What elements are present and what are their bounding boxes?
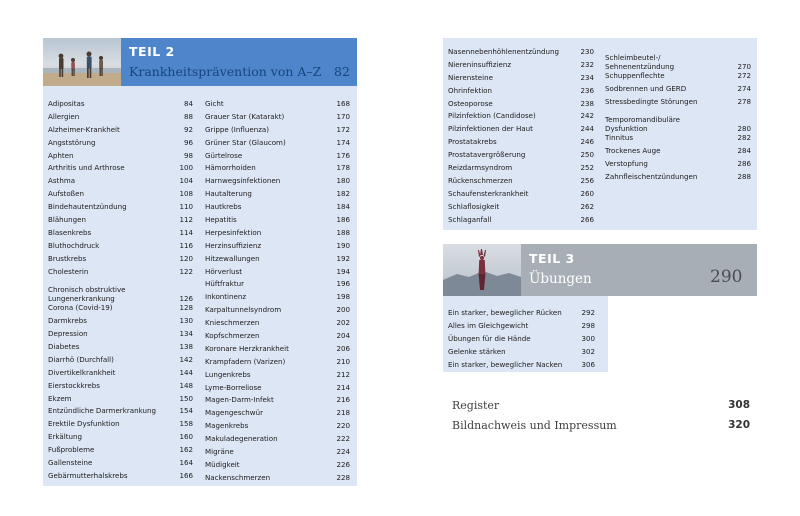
toc-entry (605, 84, 751, 97)
toc-entry-label: Schaufensterkrankheit (448, 188, 529, 198)
toc-entry-label: Bindehautentzündung (48, 202, 127, 212)
toc-entry (448, 347, 595, 360)
part2-teil-label: TEIL 2 (129, 44, 175, 59)
toc-entry-page: 202 (336, 318, 350, 328)
toc-entry-label: Pilzinfektionen der Haut (448, 124, 533, 134)
toc-entry (205, 241, 350, 254)
toc-entry-page: 138 (179, 341, 193, 351)
toc-entry-page: 286 (737, 159, 751, 169)
toc-entry (205, 383, 350, 396)
toc-entry-label: Ein starker, beweglicher Rücken (448, 308, 562, 317)
toc-entry (205, 125, 350, 138)
toc-entry-label: Nierensteine (448, 72, 493, 82)
toc-entry-page: 130 (179, 316, 193, 326)
toc-entry-label: Pilzinfektion (Candidose) (448, 111, 536, 121)
toc-entry-page: 120 (179, 253, 193, 263)
toc-entry (205, 112, 350, 125)
toc-entry-page: 272 (737, 70, 751, 80)
toc-entry-page: 274 (737, 83, 751, 93)
toc-entry-page: 196 (336, 279, 350, 289)
toc-entry-page: 158 (179, 419, 193, 429)
toc-entry-page: 98 (183, 150, 193, 160)
part3-items (448, 308, 595, 372)
toc-entry-page: 162 (179, 445, 193, 455)
toc-entry (448, 176, 594, 189)
toc-entry-page: 88 (183, 111, 193, 121)
toc-entry-label: Schlaganfall (448, 214, 492, 224)
toc-entry-label: Depression (48, 329, 88, 339)
toc-entry-page: 282 (737, 133, 751, 143)
toc-entry (605, 133, 751, 146)
toc-entry (48, 151, 193, 164)
toc-entry-label: Trockenes Auge (605, 146, 661, 156)
toc-entry-page: 242 (580, 111, 594, 121)
toc-entry (448, 321, 595, 334)
toc-entry-page: 104 (179, 176, 193, 186)
toc-entry (605, 97, 751, 110)
toc-entry (448, 47, 594, 60)
toc-entry-page: 114 (179, 227, 193, 237)
toc-entry-page: 200 (336, 305, 350, 315)
toc-entry-page: 252 (580, 163, 594, 173)
part2-column-4 (605, 47, 751, 185)
toc-entry-label: Müdigkeit (205, 459, 240, 469)
toc-entry-page: 218 (336, 408, 350, 418)
toc-entry-page: 96 (183, 137, 193, 147)
toc-entry-page: 226 (336, 459, 350, 469)
register-page: 308 (728, 399, 750, 411)
toc-entry-label: Hüftfraktur (205, 279, 245, 289)
toc-entry-label: Magenkrebs (205, 421, 249, 431)
toc-entry (48, 279, 193, 303)
part3-teil-label: TEIL 3 (529, 251, 575, 266)
toc-entry (448, 86, 594, 99)
toc-entry (205, 151, 350, 164)
toc-entry-label: Asthma (48, 176, 76, 186)
toc-entry (448, 334, 595, 347)
toc-entry (448, 360, 595, 373)
toc-entry (205, 473, 350, 486)
family-photo (43, 38, 121, 86)
toc-entry (205, 331, 350, 344)
toc-entry-label: Krampfadern (Varizen) (205, 356, 286, 366)
toc-entry-label: Angststörung (48, 137, 96, 147)
toc-entry (205, 267, 350, 280)
toc-entry-label: Chronisch obstruktive Lungenerkrankung (48, 285, 126, 304)
toc-entry (205, 292, 350, 305)
toc-entry-page: 216 (336, 395, 350, 405)
toc-entry-page: 292 (581, 308, 595, 317)
toc-entry-label: Rückenschmerzen (448, 175, 513, 185)
register-label: Register (452, 399, 500, 412)
toc-entry-label: Ekzem (48, 393, 72, 403)
toc-entry-label: Harnwegsinfektionen (205, 176, 281, 186)
toc-entry-label: Darmkrebs (48, 316, 87, 326)
toc-entry (48, 176, 193, 189)
toc-entry-label: Hautalterung (205, 189, 252, 199)
toc-entry-page: 178 (336, 163, 350, 173)
toc-entry (48, 471, 193, 484)
yoga-photo (443, 244, 521, 296)
toc-entry (48, 419, 193, 432)
toc-entry-page: 168 (336, 99, 350, 108)
part2-column-2 (205, 99, 350, 486)
toc-entry-label: Nackenschmerzen (205, 472, 271, 482)
toc-entry-label: Makuladegeneration (205, 434, 278, 444)
toc-entry-page: 142 (179, 354, 193, 364)
toc-entry-label: Hörverlust (205, 266, 243, 276)
toc-entry (205, 279, 350, 292)
toc-entry-label: Entzündliche Darmerkrankung (48, 406, 156, 416)
toc-entry-page: 122 (179, 266, 193, 276)
toc-entry-label: Herzinsuffizienz (205, 240, 262, 250)
toc-entry (48, 228, 193, 241)
part2-page: 82 (334, 64, 350, 79)
toc-entry (48, 189, 193, 202)
toc-entry-label: Prostatavergrößerung (448, 150, 526, 160)
toc-entry-label: Arthritis und Arthrose (48, 163, 125, 173)
toc-entry (48, 202, 193, 215)
part3-page: 290 (710, 267, 743, 287)
toc-entry-page: 222 (336, 434, 350, 444)
toc-entry-page: 306 (581, 359, 595, 369)
toc-entry-page: 176 (336, 150, 350, 160)
toc-entry-label: Lyme-Borreliose (205, 382, 262, 392)
toc-entry-page: 246 (580, 137, 594, 147)
toc-entry (48, 163, 193, 176)
toc-entry-page: 220 (336, 421, 350, 431)
toc-entry-page: 212 (336, 369, 350, 379)
toc-entry (205, 421, 350, 434)
toc-entry-label: Corona (Covid-19) (48, 303, 113, 313)
toc-entry (48, 254, 193, 267)
toc-entry-label: Kopfschmerzen (205, 331, 260, 341)
toc-entry-page: 186 (336, 215, 350, 225)
toc-entry (605, 47, 751, 71)
toc-entry (205, 138, 350, 151)
toc-entry-label: Knieschmerzen (205, 318, 260, 328)
toc-entry-label: Erektile Dysfunktion (48, 419, 120, 429)
toc-entry (205, 408, 350, 421)
toc-entry (448, 124, 594, 137)
toc-entry (205, 254, 350, 267)
toc-entry (48, 368, 193, 381)
toc-entry-page: 100 (179, 163, 193, 173)
toc-entry-label: Diabetes (48, 341, 80, 351)
impressum-page: 320 (728, 419, 750, 431)
toc-entry-page: 278 (737, 96, 751, 106)
toc-entry-label: Migräne (205, 447, 234, 457)
toc-entry (205, 215, 350, 228)
toc-entry-page: 244 (580, 124, 594, 134)
part2-title: Krankheitsprävention von A–Z (129, 64, 322, 79)
toc-entry-label: Verstopfung (605, 159, 648, 169)
toc-entry-label: Hämorrhoiden (205, 163, 256, 173)
toc-entry (48, 99, 193, 112)
toc-entry-label: Herpesinfektion (205, 227, 262, 237)
toc-entry (48, 445, 193, 458)
toc-entry-label: Allergien (48, 111, 80, 121)
toc-entry (205, 318, 350, 331)
register-row (452, 399, 750, 412)
toc-entry-label: Blähungen (48, 215, 87, 225)
toc-entry-label: Aufstoßen (48, 189, 84, 199)
toc-entry-page: 234 (580, 72, 594, 82)
toc-entry-label: Gicht (205, 99, 224, 108)
toc-entry-label: Grüner Star (Glaucom) (205, 137, 286, 147)
toc-entry-page: 210 (336, 356, 350, 366)
toc-entry-label: Niereninsuffizienz (448, 59, 512, 69)
toc-entry-label: Hautkrebs (205, 202, 242, 212)
toc-entry-page: 190 (336, 240, 350, 250)
toc-entry-page: 236 (580, 85, 594, 95)
toc-entry (48, 303, 193, 316)
toc-entry (48, 394, 193, 407)
toc-entry-label: Prostatakrebs (448, 137, 497, 147)
toc-entry-label: Schleimbeutel-/ Sehnenentzündung (605, 52, 675, 71)
toc-entry-label: Ohrinfektion (448, 85, 493, 95)
toc-entry-page: 154 (179, 406, 193, 416)
toc-entry (205, 202, 350, 215)
toc-entry (205, 176, 350, 189)
toc-entry-label: Grauer Star (Katarakt) (205, 111, 285, 121)
toc-entry (448, 163, 594, 176)
toc-entry (48, 215, 193, 228)
part2-column-3 (448, 47, 594, 227)
toc-entry-page: 238 (580, 98, 594, 108)
toc-entry-page: 184 (336, 202, 350, 212)
toc-entry-page: 192 (336, 253, 350, 263)
toc-entry (205, 434, 350, 447)
toc-entry (48, 241, 193, 254)
toc-entry-label: Lungenkrebs (205, 369, 251, 379)
toc-entry-page: 160 (179, 432, 193, 442)
toc-entry-page: 110 (179, 202, 193, 212)
toc-entry-label: Divertikelkrankheit (48, 367, 116, 377)
toc-entry-label: Diarrhö (Durchfall) (48, 354, 114, 364)
toc-entry (205, 99, 350, 112)
toc-entry (48, 267, 193, 280)
toc-entry-page: 204 (336, 331, 350, 341)
toc-entry-label: Brustkrebs (48, 253, 87, 263)
toc-entry-label: Schuppenflechte (605, 70, 665, 80)
toc-entry-page: 188 (336, 227, 350, 237)
toc-entry-label: Gallensteine (48, 457, 93, 467)
toc-entry (605, 71, 751, 84)
toc-entry-page: 172 (336, 124, 350, 134)
toc-entry-page: 198 (336, 292, 350, 302)
toc-entry-page: 232 (580, 59, 594, 69)
toc-entry-page: 302 (581, 346, 595, 356)
toc-entry (48, 458, 193, 471)
toc-entry-label: Inkontinenz (205, 292, 247, 302)
toc-entry (448, 111, 594, 124)
toc-entry-label: Alles im Gleichgewicht (448, 320, 529, 330)
toc-entry (48, 125, 193, 138)
toc-entry-label: Aphten (48, 150, 74, 160)
toc-entry (205, 305, 350, 318)
toc-entry-page: 180 (336, 176, 350, 186)
toc-entry (448, 60, 594, 73)
toc-entry-label: Gebärmutterhalskrebs (48, 470, 128, 480)
toc-entry-label: Fußprobleme (48, 445, 95, 455)
toc-entry-label: Ein starker, beweglicher Nacken (448, 359, 563, 369)
impressum-label: Bildnachweis und Impressum (452, 419, 617, 432)
toc-entry-page: 92 (183, 124, 193, 134)
toc-entry-label: Erkältung (48, 432, 82, 442)
toc-entry (448, 73, 594, 86)
toc-entry-page: 228 (336, 472, 350, 482)
toc-entry-label: Bluthochdruck (48, 240, 100, 250)
toc-entry-page: 256 (580, 175, 594, 185)
toc-entry-label: Sodbrennen und GERD (605, 83, 687, 93)
toc-entry (48, 342, 193, 355)
toc-entry-label: Alzheimer-Krankheit (48, 124, 120, 134)
toc-entry-page: 84 (183, 99, 193, 108)
toc-entry-page: 108 (179, 189, 193, 199)
toc-entry-label: Karpaltunnelsyndrom (205, 305, 282, 315)
toc-entry-page: 134 (179, 329, 193, 339)
toc-entry-label: Nasennebenhöhlenentzündung (448, 47, 559, 56)
toc-entry-label: Cholesterin (48, 266, 89, 276)
toc-entry-label: Blasenkrebs (48, 227, 92, 237)
toc-entry-label: Hepatitis (205, 215, 237, 225)
toc-entry-page: 148 (179, 380, 193, 390)
toc-entry-page: 298 (581, 320, 595, 330)
toc-entry (48, 112, 193, 125)
toc-entry-page: 260 (580, 188, 594, 198)
toc-entry-label: Eierstockkrebs (48, 380, 100, 390)
toc-entry-label: Schlaflosigkeit (448, 201, 500, 211)
toc-entry-page: 112 (179, 215, 193, 225)
toc-entry (448, 99, 594, 112)
impressum-row (452, 419, 750, 432)
toc-entry-label: Tinnitus (605, 133, 634, 143)
toc-entry (48, 329, 193, 342)
toc-entry (448, 137, 594, 150)
toc-entry-page: 206 (336, 343, 350, 353)
toc-entry-page: 144 (179, 367, 193, 377)
toc-entry-page: 116 (179, 240, 193, 250)
toc-entry (605, 172, 751, 185)
toc-entry (205, 163, 350, 176)
toc-entry-label: Grippe (Influenza) (205, 124, 270, 134)
toc-entry-label: Koronare Herzkrankheit (205, 343, 289, 353)
toc-entry-page: 194 (336, 266, 350, 276)
toc-entry (448, 308, 595, 321)
toc-entry-label: Magengeschwür (205, 408, 264, 418)
toc-entry-page: 250 (580, 150, 594, 160)
toc-entry (205, 344, 350, 357)
toc-entry-page: 128 (179, 303, 193, 313)
toc-entry (205, 447, 350, 460)
toc-entry (205, 189, 350, 202)
toc-entry (605, 109, 751, 133)
toc-entry-page: 166 (179, 470, 193, 480)
toc-entry-page: 126 (179, 294, 193, 304)
toc-entry (48, 381, 193, 394)
toc-entry-page: 300 (581, 333, 595, 343)
part2-column-1 (48, 99, 193, 484)
toc-entry-page: 230 (580, 47, 594, 56)
toc-entry (448, 189, 594, 202)
toc-entry-label: Reizdarmsyndrom (448, 163, 513, 173)
toc-entry (205, 228, 350, 241)
toc-entry (605, 146, 751, 159)
toc-entry-label: Gürtelrose (205, 150, 243, 160)
toc-entry (205, 460, 350, 473)
toc-entry (205, 357, 350, 370)
toc-entry-page: 262 (580, 201, 594, 211)
toc-entry (48, 316, 193, 329)
toc-entry-label: Stressbedingte Störungen (605, 96, 698, 106)
toc-entry (48, 355, 193, 368)
toc-entry-page: 150 (179, 393, 193, 403)
toc-entry-label: Osteoporose (448, 98, 493, 108)
toc-entry (205, 370, 350, 383)
toc-entry (48, 432, 193, 445)
toc-entry-label: Magen-Darm-Infekt (205, 395, 274, 405)
toc-entry (48, 406, 193, 419)
toc-entry-label: Zahnfleischentzündungen (605, 171, 698, 181)
toc-entry (205, 395, 350, 408)
toc-entry-label: Übungen für die Hände (448, 333, 531, 343)
toc-entry-label: Hitzewallungen (205, 253, 260, 263)
toc-entry-label: Adipositas (48, 99, 85, 108)
toc-entry (605, 159, 751, 172)
toc-entry (448, 215, 594, 228)
toc-entry-page: 270 (737, 61, 751, 71)
toc-entry-page: 288 (737, 171, 751, 181)
toc-entry-page: 280 (737, 124, 751, 134)
toc-entry (448, 150, 594, 163)
toc-entry-page: 284 (737, 146, 751, 156)
toc-entry-label: Temporomandibuläre Dysfunktion (605, 115, 681, 134)
toc-entry-page: 174 (336, 137, 350, 147)
toc-entry (48, 138, 193, 151)
toc-entry-page: 224 (336, 447, 350, 457)
toc-entry-label: Gelenke stärken (448, 346, 506, 356)
toc-entry-page: 182 (336, 189, 350, 199)
toc-entry-page: 266 (580, 214, 594, 224)
toc-entry-page: 214 (336, 382, 350, 392)
part3-title: Übungen (529, 271, 592, 287)
toc-entry (448, 202, 594, 215)
toc-entry-page: 170 (336, 111, 350, 121)
toc-entry-page: 164 (179, 457, 193, 467)
